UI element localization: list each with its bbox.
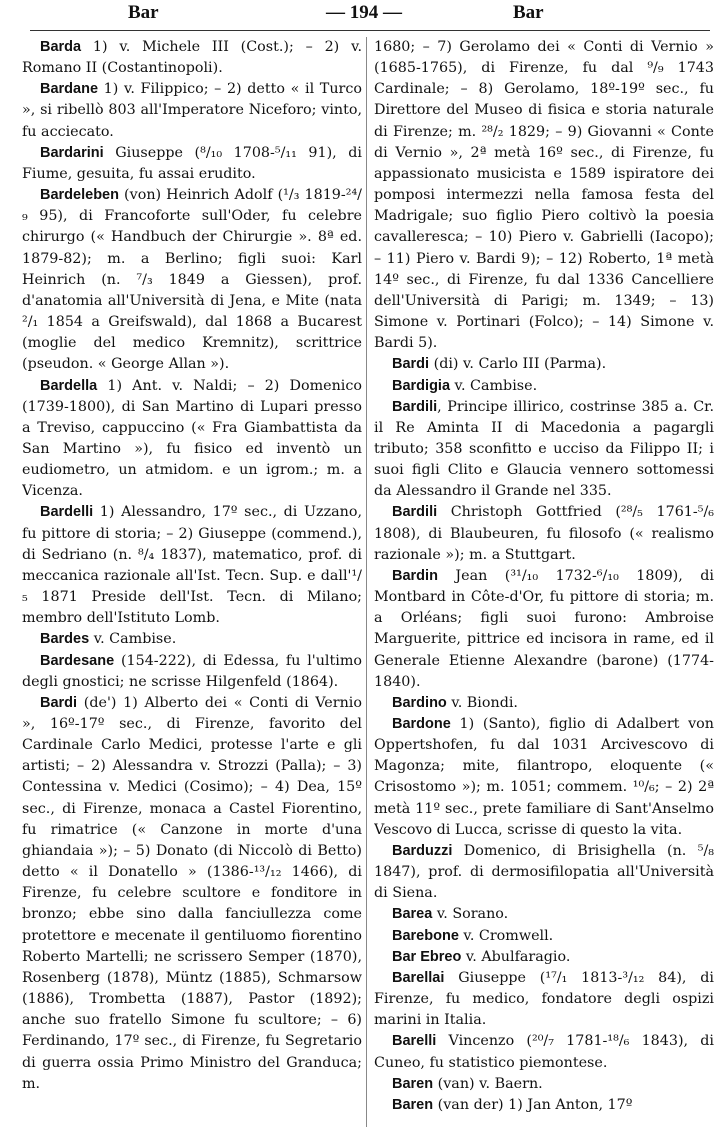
- entry-text: 1680; – 7) Gerolamo dei « Conti di Vernio » (1685-1765), di Firenze, fu dal ⁹/₉ 1743 Cardinale; – 8) Gerolamo, 18º-19º sec., fu Direttore del Museo di fisica e storia naturale di Firenze; m. ²⁸/₂ 1829; – 9) Giovanni « Conte di Vernio », 2ª metà 16º sec., di Firenze, fu appassionato musicista e 1589 ispiratore dei pomposi intermezzi nella famosa festa del Madrigale; suo figlio Piero coltivò la poesia cavalleresca; – 10) Piero v. Gabrielli (Iacopo); – 11) Piero v. Bardi 9); – 12) Roberto, 1ª metà 14º sec., di Firenze, fu dal 1336 Cancelliere dell'Università di Parigi; m. 1349; – 13) Simone v. Portinari (Folco); – 14) Simone v. Bardi 5).: [374, 39, 714, 352]
- entry-headword: Bardin: [392, 567, 438, 584]
- entry-headword: Barellai: [392, 969, 445, 986]
- dictionary-entry: [22, 376, 362, 503]
- entry-text: v. Cambise.: [89, 631, 177, 648]
- entry-text: 1) v. Filippico; – 2) detto « il Turco », si ribellò 803 all'Imperatore Niceforo; vinto, fu acciecato.: [22, 81, 362, 140]
- entry-text: (von) Heinrich Adolf (¹/₃ 1819-²⁴/₉ 95), di Francoforte sull'Oder, fu celebre chirurgo (« Handbuch der Chirurgie ». 8ª ed. 1879-82); m. a Berlino; figli suoi: Karl Heinrich (n. ⁷/₃ 1849 a Giessen), prof. d'anatomia all'Università di Jena, e Mite (nata ²/₁ 1854 a Greifswald), dal 1868 a Bucarest (moglie del medico Kremnitz), scrittrice (pseudon. « George Allan »).: [22, 187, 362, 373]
- entry-headword: Bardino: [392, 694, 447, 711]
- entry-text: 1) v. Michele III (Cost.); – 2) v. Romano II (Costantinopoli).: [22, 39, 362, 77]
- entry-text: Jean (³¹/₁₀ 1732-⁶/₁₀ 1809), di Montbard in Côte-d'Or, fu pittore di storia; m. a Orléans; figli suoi furono: Ambroise Marguerite, pittrice ed incisora in rame, ed il Generale Etienne Alexandre (barone) (1774-1840).: [374, 567, 714, 690]
- entry-text: v. Cambise.: [450, 377, 538, 394]
- entry-text: (154-222), di Edessa, fu l'ultimo degli gnostici; ne scrisse Hilgenfeld (1864).: [22, 652, 362, 690]
- dictionary-entry: [22, 185, 362, 375]
- header-rule: [30, 30, 710, 31]
- entry-headword: Bardeleben: [40, 187, 119, 204]
- entry-text: v. Cromwell.: [458, 927, 554, 944]
- dictionary-entry: [22, 502, 362, 629]
- entry-headword: Bardi: [40, 694, 78, 711]
- page-number: — 194 —: [326, 2, 402, 23]
- dictionary-entry: [374, 502, 714, 565]
- dictionary-entry: [374, 841, 714, 904]
- dictionary-entry: [374, 947, 714, 968]
- entry-text: Domenico, di Brisighella (n. ⁵/₈ 1847), prof. di dermosifilopatia all'Università di Siena.: [374, 842, 714, 902]
- entry-text: v. Biondi.: [446, 694, 518, 711]
- entry-text: 1) (Santo), figlio di Adalbert von Oppertshofen, fu dal 1031 Arcivescovo di Magonza; mite, filantropo, eloquente (« Crisostomo »); m. 1051; commem. ¹⁰/₆; – 2) 2ª metà 11º sec., prete familiare di Sant'Anselmo Vescovo di Lucca, scrisse di questo la vita.: [374, 716, 714, 838]
- entry-text: (de') 1) Alberto dei « Conti di Vernio », 16º-17º sec., di Firenze, favorito del Cardinale Carlo Medici, protesse l'arte e gli artisti; – 2) Alessandra v. Strozzi (Palla); – 3) Contessina v. Medici (Cosimo); – 4) Dea, 15º sec., di Firenze, monaca a Castel Fiorentino, fu rimatrice (« Canzone in morte d'una ghiandaia »); – 5) Donato (di Niccolò di Betto) detto « il Donatello » (1386-¹³/₁₂ 1466), di Firenze, fu celebre scultore e fonditore in bronzo; ebbe sino dalla fanciullezza come protettore e mecenate il gentiluomo fiorentino Roberto Martelli; ne scrissero Semper (1870), Rosenberg (1878), Müntz (1885), Schmarsow (1886), Trombetta (1887), Pastor (1892); anche suo fratello Simone fu scultore; – 6) Ferdinando, 17º sec., di Firenze, fu Segretario di guerra ossia Primo Ministro del Granduca; m.: [22, 694, 362, 1092]
- header-left-guide-word: Bar: [128, 2, 159, 23]
- entry-headword: Baren: [392, 1075, 434, 1092]
- entry-text: v. Abulfaragio.: [461, 948, 571, 965]
- entry-headword: Bardes: [40, 631, 90, 648]
- dictionary-entry: [374, 354, 714, 375]
- entry-headword: Bardelli: [40, 504, 94, 521]
- dictionary-entry: [374, 37, 714, 354]
- entry-headword: Bardane: [40, 81, 99, 98]
- column-divider: [366, 37, 367, 1127]
- entry-headword: Bardili: [392, 504, 438, 521]
- dictionary-entry: [374, 1095, 714, 1116]
- entry-headword: Bar Ebreo: [392, 948, 462, 965]
- entry-headword: Barea: [392, 906, 433, 923]
- entry-text: (di) v. Carlo III (Parma).: [429, 356, 607, 373]
- entry-headword: Bardella: [40, 377, 98, 394]
- dictionary-entry: [374, 968, 714, 1031]
- dictionary-entry: [22, 143, 362, 185]
- left-column: [22, 37, 362, 1129]
- entry-text: 1) Ant. v. Naldi; – 2) Domenico (1739-1800), di San Martino di Lupari presso a Treviso, cappuccino (« Fra Giambattista da San Martino »), fu fisico ed inventò un eudiometro, un atmidom. e un igrom.; m. a Vicenza.: [22, 377, 362, 500]
- entry-headword: Bardi: [392, 356, 430, 373]
- entry-headword: Bardarini: [40, 144, 104, 161]
- entry-text: 1) Alessandro, 17º sec., di Uzzano, fu pittore di storia; – 2) Giuseppe (commend.), di Sedriano (n. ⁸/₄ 1837), matematico, prof. di meccanica razionale all'Ist. Tecn. Sup. e dall'¹/₅ 1871 Preside dell'Ist. Tecn. di Milano; membro dell'Istituto Lomb.: [22, 504, 362, 627]
- entry-text: Giuseppe (¹⁷/₁ 1813-³/₁₂ 84), di Firenze, fu medico, fondatore degli ospizi marini in Italia.: [374, 969, 714, 1029]
- header-right-guide-word: Bar: [513, 2, 544, 23]
- entry-headword: Bardigia: [392, 377, 451, 394]
- entry-headword: Bardone: [392, 716, 451, 732]
- dictionary-entry: [374, 397, 714, 503]
- dictionary-entry: [374, 714, 714, 841]
- dictionary-entry: [22, 37, 362, 79]
- dictionary-entry: [374, 926, 714, 947]
- entry-text: (van der) 1) Jan Anton, 17º: [433, 1096, 633, 1113]
- entry-text: Christoph Gottfried (²⁸/₅ 1761-⁵/₆ 1808), di Blaubeuren, fu filosofo (« realismo razionale »); m. a Stuttgart.: [374, 504, 714, 563]
- dictionary-entry: [22, 693, 362, 1095]
- dictionary-entry: [374, 1074, 714, 1095]
- dictionary-entry: [374, 1031, 714, 1073]
- dictionary-entry: [374, 566, 714, 693]
- entry-headword: Baren: [392, 1096, 434, 1113]
- entry-headword: Barelli: [392, 1033, 437, 1050]
- dictionary-entry: [22, 79, 362, 142]
- dictionary-entry: [374, 693, 714, 714]
- dictionary-entry: [22, 629, 362, 650]
- dictionary-entry: [22, 651, 362, 693]
- entry-headword: Barda: [40, 39, 82, 55]
- entry-text: Vincenzo (²⁰/₇ 1781-¹⁸/₆ 1843), di Cuneo, fu statistico piemontese.: [374, 1033, 714, 1071]
- dictionary-entry: [374, 376, 714, 397]
- entry-text: v. Sorano.: [432, 906, 509, 923]
- entry-text: Giuseppe (⁸/₁₀ 1708-⁵/₁₁ 91), di Fiume, gesuita, fu assai erudito.: [22, 144, 362, 182]
- entry-headword: Barebone: [392, 927, 459, 944]
- entry-headword: Bardili: [392, 398, 438, 415]
- entry-text: , Principe illirico, costrinse 385 a. Cr. il Re Aminta II di Macedonia a pagargli tributo; 358 sconfitto e ucciso da Filippo II; i suoi figli Clito e Glaucia vennero sottomessi da Alessandro il Grande nel 335.: [374, 398, 714, 500]
- dictionary-entry: [374, 904, 714, 925]
- entry-text: (van) v. Baern.: [433, 1075, 543, 1092]
- entry-headword: Barduzzi: [392, 842, 453, 859]
- entry-headword: Bardesane: [40, 652, 115, 669]
- right-column: [374, 37, 714, 1129]
- page-header: [40, 2, 690, 28]
